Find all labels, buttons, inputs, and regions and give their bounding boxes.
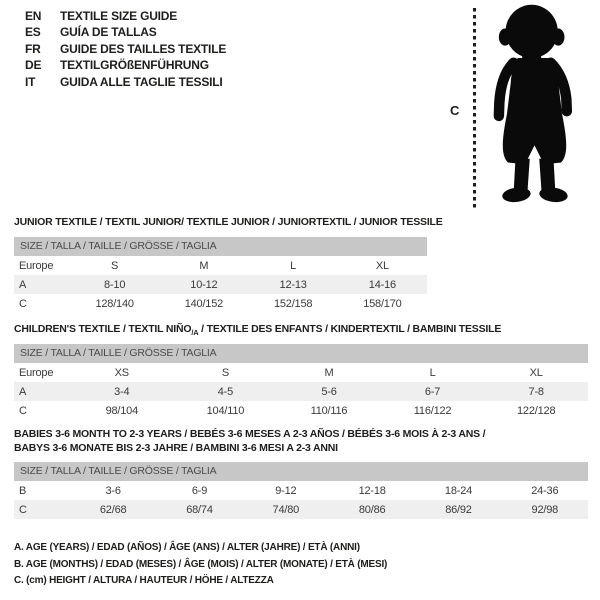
height-cell: 110/116 — [310, 404, 348, 417]
size-cell: L — [429, 366, 436, 379]
age-cell: 8-10 — [70, 275, 159, 294]
children-section-title — [14, 323, 501, 337]
height-cell: 152/158 — [273, 297, 313, 310]
table-row — [14, 401, 588, 420]
lang-title: TEXTILGRÖßENFÜHRUNG — [60, 58, 209, 73]
height-cell: 158/170 — [363, 297, 402, 310]
babies-section-title-line1: BABIES 3-6 MONTH TO 2-3 YEARS / BEBÉS 3-6 MESES A 2-3 AÑOS / BÉBÉS 3-6 MOIS À 2-3 ANS / — [14, 428, 486, 440]
row-label: B — [19, 484, 27, 497]
row-label: A — [14, 382, 70, 401]
age-cell: 6-7 — [381, 382, 485, 401]
size-cell: XL — [375, 259, 389, 272]
legend-line-b: B. AGE (MONTHS) / EDAD (MESES) / ÂGE (MOIS) / ALTER (MONATE) / ETÀ (MESI) — [14, 558, 388, 570]
age-cell: 3-4 — [70, 382, 174, 401]
children-size-header: SIZE / TALLA / TAILLE / GRÖSSE / TAGLIA — [14, 344, 588, 363]
age-cell: 3-6 — [105, 484, 121, 497]
lang-row-it — [25, 74, 226, 90]
age-cell: 5-6 — [277, 382, 381, 401]
age-cell: 12-18 — [358, 484, 386, 497]
height-cell: 68/74 — [156, 500, 242, 519]
lang-title: GUIDA ALLE TAGLIE TESSILI — [60, 74, 223, 89]
age-cell: 7-8 — [484, 382, 588, 401]
size-cell: M — [324, 366, 334, 379]
height-cell: 104/110 — [206, 404, 245, 417]
row-label: C — [19, 404, 27, 417]
height-cell: 86/92 — [415, 500, 501, 519]
lang-row-de — [25, 57, 226, 73]
table-row — [14, 481, 588, 500]
size-cell: XS — [114, 366, 129, 379]
table-row — [14, 363, 588, 382]
age-cell: 9-12 — [275, 484, 297, 497]
age-cell: 14-16 — [338, 275, 427, 294]
size-cell: M — [199, 259, 209, 272]
junior-size-table — [14, 256, 427, 313]
junior-size-header: SIZE / TALLA / TAILLE / GRÖSSE / TAGLIA — [14, 237, 427, 256]
age-cell: 12-13 — [249, 275, 338, 294]
lang-title: GUÍA DE TALLAS — [60, 25, 157, 40]
height-cell: 92/98 — [502, 500, 588, 519]
height-cell: 98/104 — [105, 404, 139, 417]
language-title-list — [25, 8, 226, 90]
lang-code: DE — [25, 58, 42, 73]
row-label: C — [14, 500, 70, 519]
size-cell: S — [111, 259, 119, 272]
height-cell: 74/80 — [243, 500, 329, 519]
height-cell: 140/152 — [184, 297, 224, 310]
measure-legend — [14, 540, 387, 590]
age-cell: 10-12 — [159, 275, 248, 294]
lang-code: EN — [25, 9, 42, 23]
age-cell: 18-24 — [444, 484, 473, 497]
table-row — [14, 275, 427, 294]
baby-silhouette-image — [487, 4, 582, 207]
table-row — [14, 294, 427, 313]
lang-title: TEXTILE SIZE GUIDE — [60, 9, 178, 23]
table-row — [14, 382, 588, 401]
legend-line-c: C. (cm) HEIGHT / ALTURA / HAUTEUR / HÖHE / ALTEZZA — [14, 575, 274, 586]
children-title-post: / TEXTILE DES ENFANTS / KINDERTEXTIL / BAMBINI TESSILE — [198, 323, 502, 335]
height-cell: 122/128 — [517, 404, 556, 417]
lang-title: GUIDE DES TAILLES TEXTILE — [60, 41, 227, 56]
children-title-pre: CHILDREN'S TEXTILE / TEXTIL NIÑO — [14, 323, 192, 335]
table-row — [14, 500, 588, 519]
lang-code: FR — [25, 41, 41, 56]
lang-row-fr — [25, 41, 226, 57]
lang-row-en — [25, 8, 226, 24]
row-label: Europe — [19, 259, 54, 272]
legend-line-a: A. AGE (YEARS) / EDAD (AÑOS) / ÂGE (ANS) / ALTER (JAHRE) / ETÀ (ANNI) — [14, 542, 360, 553]
lang-row-es — [25, 24, 226, 40]
age-cell: 4-5 — [174, 382, 278, 401]
row-label: A — [14, 275, 70, 294]
size-cell: L — [290, 259, 297, 272]
height-dotted-line — [473, 8, 476, 208]
height-cell: 80/86 — [329, 500, 415, 519]
height-cell: 62/68 — [70, 500, 156, 519]
age-cell: 24-36 — [531, 484, 559, 497]
children-size-table — [14, 363, 588, 420]
children-title-subscript: /A — [191, 328, 199, 338]
lang-code: IT — [25, 74, 36, 89]
height-measure-label: C — [450, 103, 460, 118]
row-label: C — [19, 297, 27, 310]
height-cell: 128/140 — [95, 297, 134, 310]
babies-size-header: SIZE / TALLA / TAILLE / GRÖSSE / TAGLIA — [14, 462, 588, 481]
junior-section-title: JUNIOR TEXTILE / TEXTIL JUNIOR/ TEXTILE JUNIOR / JUNIORTEXTIL / JUNIOR TESSILE — [14, 216, 443, 228]
row-label: Europe — [19, 366, 54, 379]
babies-section-title-line2: BABYS 3-6 MONATE BIS 2-3 JAHRE / BAMBINI 3-6 MESI A 2-3 ANNI — [14, 442, 338, 454]
table-row — [14, 256, 427, 275]
size-cell: S — [221, 366, 229, 379]
age-cell: 6-9 — [191, 484, 208, 497]
lang-code: ES — [25, 25, 41, 40]
size-cell: XL — [529, 366, 543, 379]
height-cell: 116/122 — [413, 404, 452, 417]
babies-size-table — [14, 481, 588, 519]
